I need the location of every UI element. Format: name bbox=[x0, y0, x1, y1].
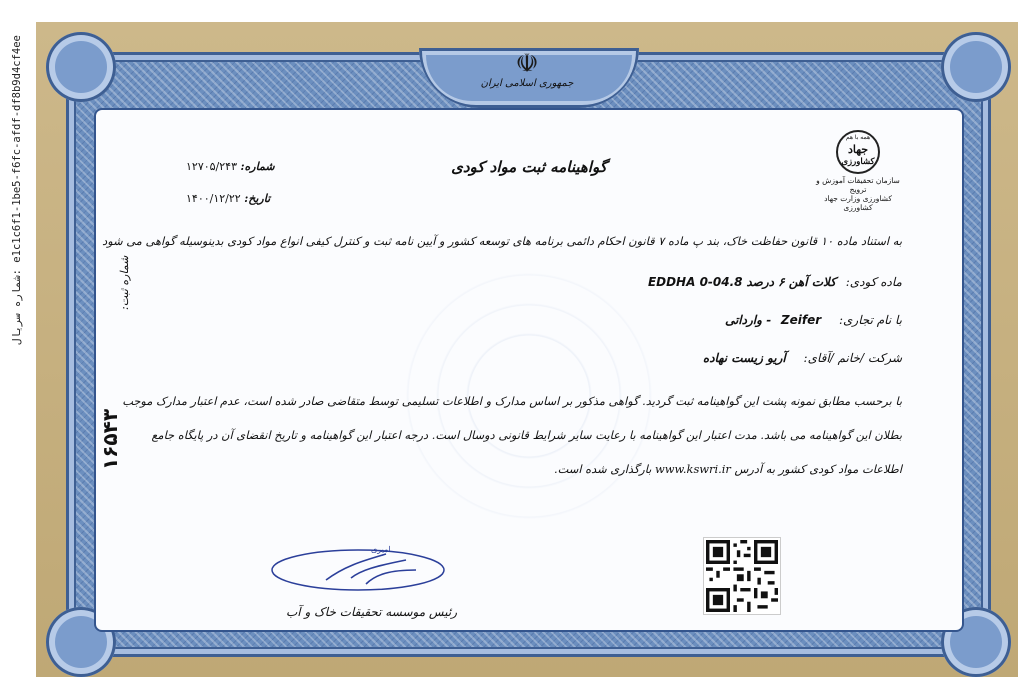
body-paragraph-line-2: بطلان این گواهینامه می باشد. مدت اعتبار این گواهینامه با رعایت سایر شرایط قانونی دوسال است. درجه اعتبار این گواهینامه و تاریخ انقضای آن در پایگاه جامع bbox=[151, 428, 902, 442]
body-intro: به استناد ماده ۱۰ قانون حفاظت خاک، بند پ ماده ۷ قانون احکام دائمی برنامه های توسعه کشور و آیین نامه ثبت و کنترل کیفی انواع مواد کودی بدینوسیله گواهی می شود bbox=[102, 234, 902, 248]
number-label: شماره: bbox=[240, 160, 275, 173]
field-brand bbox=[725, 313, 902, 327]
signature-title: رئیس موسسه تحقیقات خاک و آب bbox=[286, 605, 457, 619]
company-value: آریو زیست نهاده bbox=[702, 351, 786, 365]
material-value-fa: کلات آهن ۶ درصد bbox=[746, 275, 836, 289]
certificate-number bbox=[186, 160, 275, 173]
signature-handwriting: امیری bbox=[371, 545, 391, 554]
vertical-registration bbox=[98, 255, 138, 470]
side-serial-text: شماره سریال: e1c1c6f1-1be5-f6fc-afdf-df8b9d4cf4ee bbox=[11, 35, 23, 345]
material-value-code: EDDHA 0-04.8 bbox=[647, 275, 743, 289]
frame-corner-top-right bbox=[941, 32, 1011, 102]
logo-org-line1: سازمان تحقیقات آموزش و ترویج bbox=[816, 176, 900, 194]
certificate-panel bbox=[96, 110, 962, 630]
company-label: شرکت /خانم /آقای: bbox=[803, 351, 902, 365]
vertical-number-label: شماره ثبت: bbox=[118, 255, 131, 310]
jahad-logo-icon bbox=[836, 130, 880, 174]
field-company bbox=[703, 351, 902, 365]
brand-value-latin: Zeifer bbox=[780, 313, 822, 327]
logo-top-text: همه با هم bbox=[845, 134, 871, 141]
frame-corner-top-left bbox=[46, 32, 116, 102]
brand-value-fa: - وارداتی bbox=[724, 313, 772, 327]
certificate-date bbox=[186, 192, 270, 205]
certificate-photo bbox=[36, 22, 1018, 677]
date-label: تاریخ: bbox=[244, 192, 271, 205]
iran-emblem bbox=[467, 50, 587, 89]
body-paragraph-line-1: با برحسب مطابق نمونه پشت این گواهینامه ثبت گردید. گواهی مذکور بر اساس مدارک و اطلاعات تسلیمی توسط متقاضی صادر شده است، عدم اعتبار مدارک موجب bbox=[122, 394, 902, 408]
logo-name: جهاد bbox=[847, 143, 869, 156]
emblem-icon: ☫ bbox=[515, 49, 539, 79]
logo-sub: کشاورزی bbox=[841, 157, 875, 167]
material-label: ماده کودی: bbox=[845, 275, 902, 289]
signature-stamp bbox=[266, 540, 466, 600]
certificate-title: گواهینامه ثبت مواد کودی bbox=[451, 158, 607, 176]
brand-label: با نام تجاری: bbox=[838, 313, 902, 327]
number-value: ۱۲۷۰۵/۲۴۳ bbox=[186, 160, 237, 173]
jahad-logo bbox=[816, 130, 900, 212]
field-material bbox=[648, 275, 902, 289]
emblem-caption: جمهوری اسلامی ایران bbox=[480, 78, 574, 89]
vertical-number-value: ۱۶۵۴۳ bbox=[98, 408, 122, 470]
side-serial bbox=[4, 35, 30, 345]
body-paragraph-line-3: اطلاعات مواد کودی کشور به آدرس www.kswri.ir بارگذاری شده است. bbox=[554, 462, 902, 476]
date-value: ۱۴۰۰/۱۲/۲۲ bbox=[186, 192, 241, 205]
qr-code bbox=[704, 538, 780, 614]
logo-org-line2: کشاورزی وزارت جهاد کشاورزی bbox=[824, 194, 892, 212]
